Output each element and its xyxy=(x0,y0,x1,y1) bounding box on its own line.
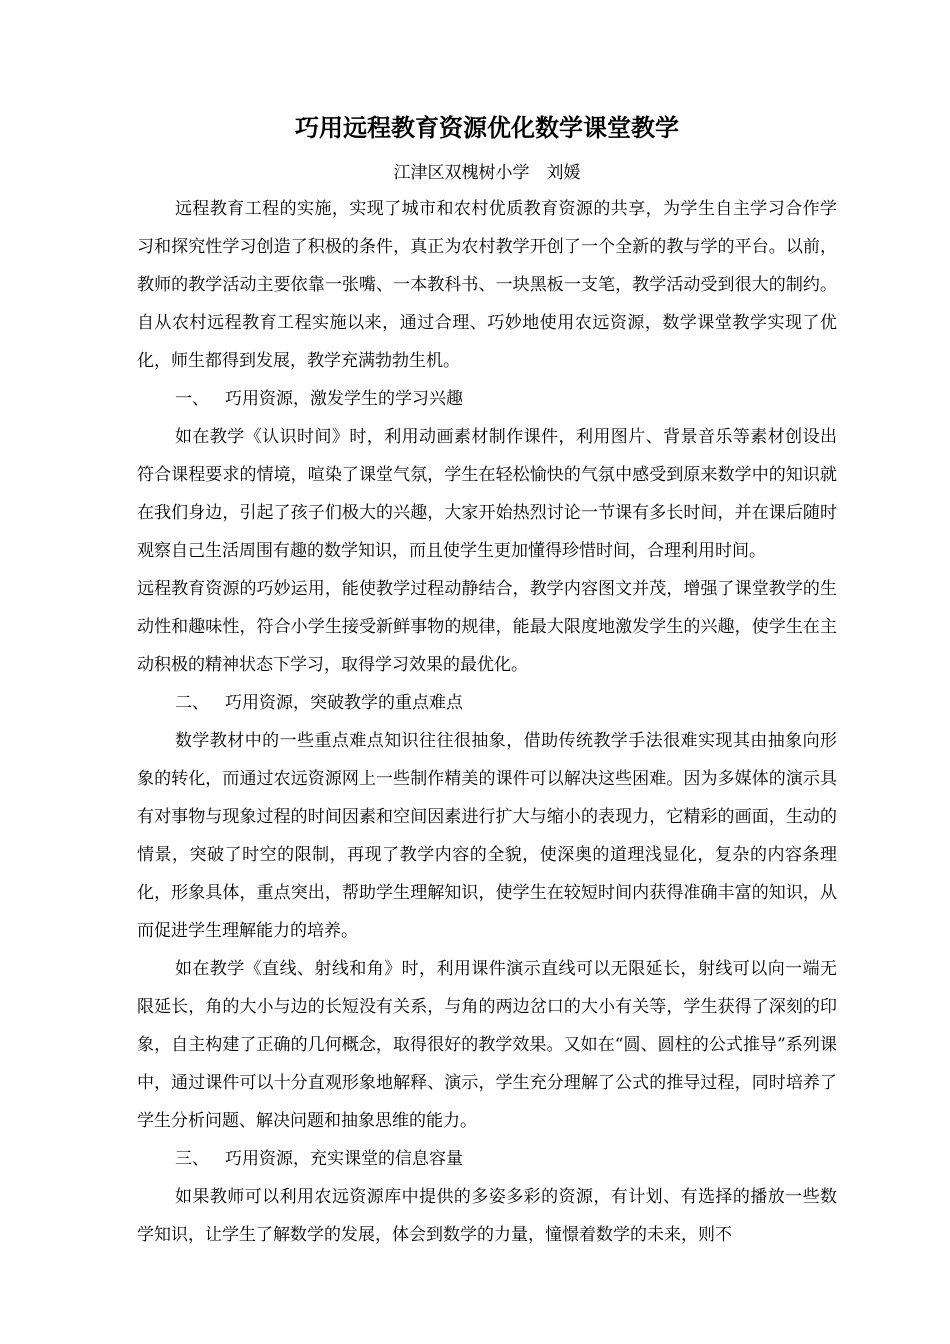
section-heading-3 xyxy=(137,1140,837,1178)
section-number-3: 三、 xyxy=(175,1149,209,1169)
intro-paragraph: 远程教育工程的实施，实现了城市和农村优质教育资源的共享，为学生自主学习合作学习和探究性学习创造了积极的条件，真正为农村教学开创了一个全新的教与学的平台。以前，教师的教学活动主要依靠一张嘴、一本教科书、一块黑板一支笔，教学活动受到很大的制约。自从农村远程教育工程实施以来，通过合理、巧妙地使用农远资源，数学课堂教学实现了优化，师生都得到发展，教学充满勃勃生机。 xyxy=(137,199,837,371)
section-number-2: 二、 xyxy=(175,693,209,713)
section-title-2: 巧用资源，突破教学的重点难点 xyxy=(225,693,463,713)
section-1-paragraph-2: 远程教育资源的巧妙运用，能使教学过程动静结合，教学内容图文并茂，增强了课堂教学的生动性和趣味性，符合小学生接受新鲜事物的规律，能最大限度地激发学生的兴趣，使学生在主动积极的精神状态下学习，取得学习效果的最优化。 xyxy=(137,579,837,675)
document-title: 巧用远程教育资源优化数学课堂教学 xyxy=(295,114,679,142)
document-body xyxy=(137,190,837,1254)
section-heading-1 xyxy=(137,380,837,418)
section-2-paragraph-1: 数学教材中的一些重点难点知识往往很抽象，借助传统教学手法很难实现其由抽象向形象的转化，而通过农远资源网上一些制作精美的课件可以解决这些困难。因为多媒体的演示具有对事物与现象过程的时间因素和空间因素进行扩大与缩小的表现力，它精彩的画面，生动的情景，突破了时空的限制，再现了教学内容的全貌，使深奥的道理浅显化，复杂的内容条理化，形象具体，重点突出，帮助学生理解知识，使学生在较短时间内获得准确丰富的知识，从而促进学生理解能力的培养。 xyxy=(137,731,837,941)
section-title-3: 巧用资源，充实课堂的信息容量 xyxy=(225,1149,463,1169)
section-title-1: 巧用资源，激发学生的学习兴趣 xyxy=(225,389,463,409)
section-number-1: 一、 xyxy=(175,389,209,409)
author-byline: 江津区双槐树小学 刘媛 xyxy=(393,163,581,183)
section-3-paragraph-1: 如果教师可以利用农远资源库中提供的多姿多彩的资源，有计划、有选择的播放一些数学知识，让学生了解数学的发展，体会到数学的力量，憧憬着数学的未来，则不 xyxy=(137,1187,837,1245)
section-2-paragraph-2: 如在教学《直线、射线和角》时，利用课件演示直线可以无限延长，射线可以向一端无限延长，角的大小与边的长短没有关系，与角的两边岔口的大小有关等，学生获得了深刻的印象，自主构建了正确的几何概念，取得很好的教学效果。又如在“圆、圆柱的公式推导”系列课中，通过课件可以十分直观形象地解释、演示，学生充分理解了公式的推导过程，同时培养了学生分析问题、解决问题和抽象思维的能力。 xyxy=(137,959,837,1131)
section-1-paragraph-1: 如在教学《认识时间》时，利用动画素材制作课件，利用图片、背景音乐等素材创设出符合课程要求的情境，喧染了课堂气氛，学生在轻松愉快的气氛中感受到原来数学中的知识就在我们身边，引起了孩子们极大的兴趣，大家开始热烈讨论一节课有多长时间，并在课后随时观察自己生活周围有趣的数学知识，而且使学生更加懂得珍惜时间，合理利用时间。 xyxy=(137,427,837,561)
section-heading-2 xyxy=(137,684,837,722)
